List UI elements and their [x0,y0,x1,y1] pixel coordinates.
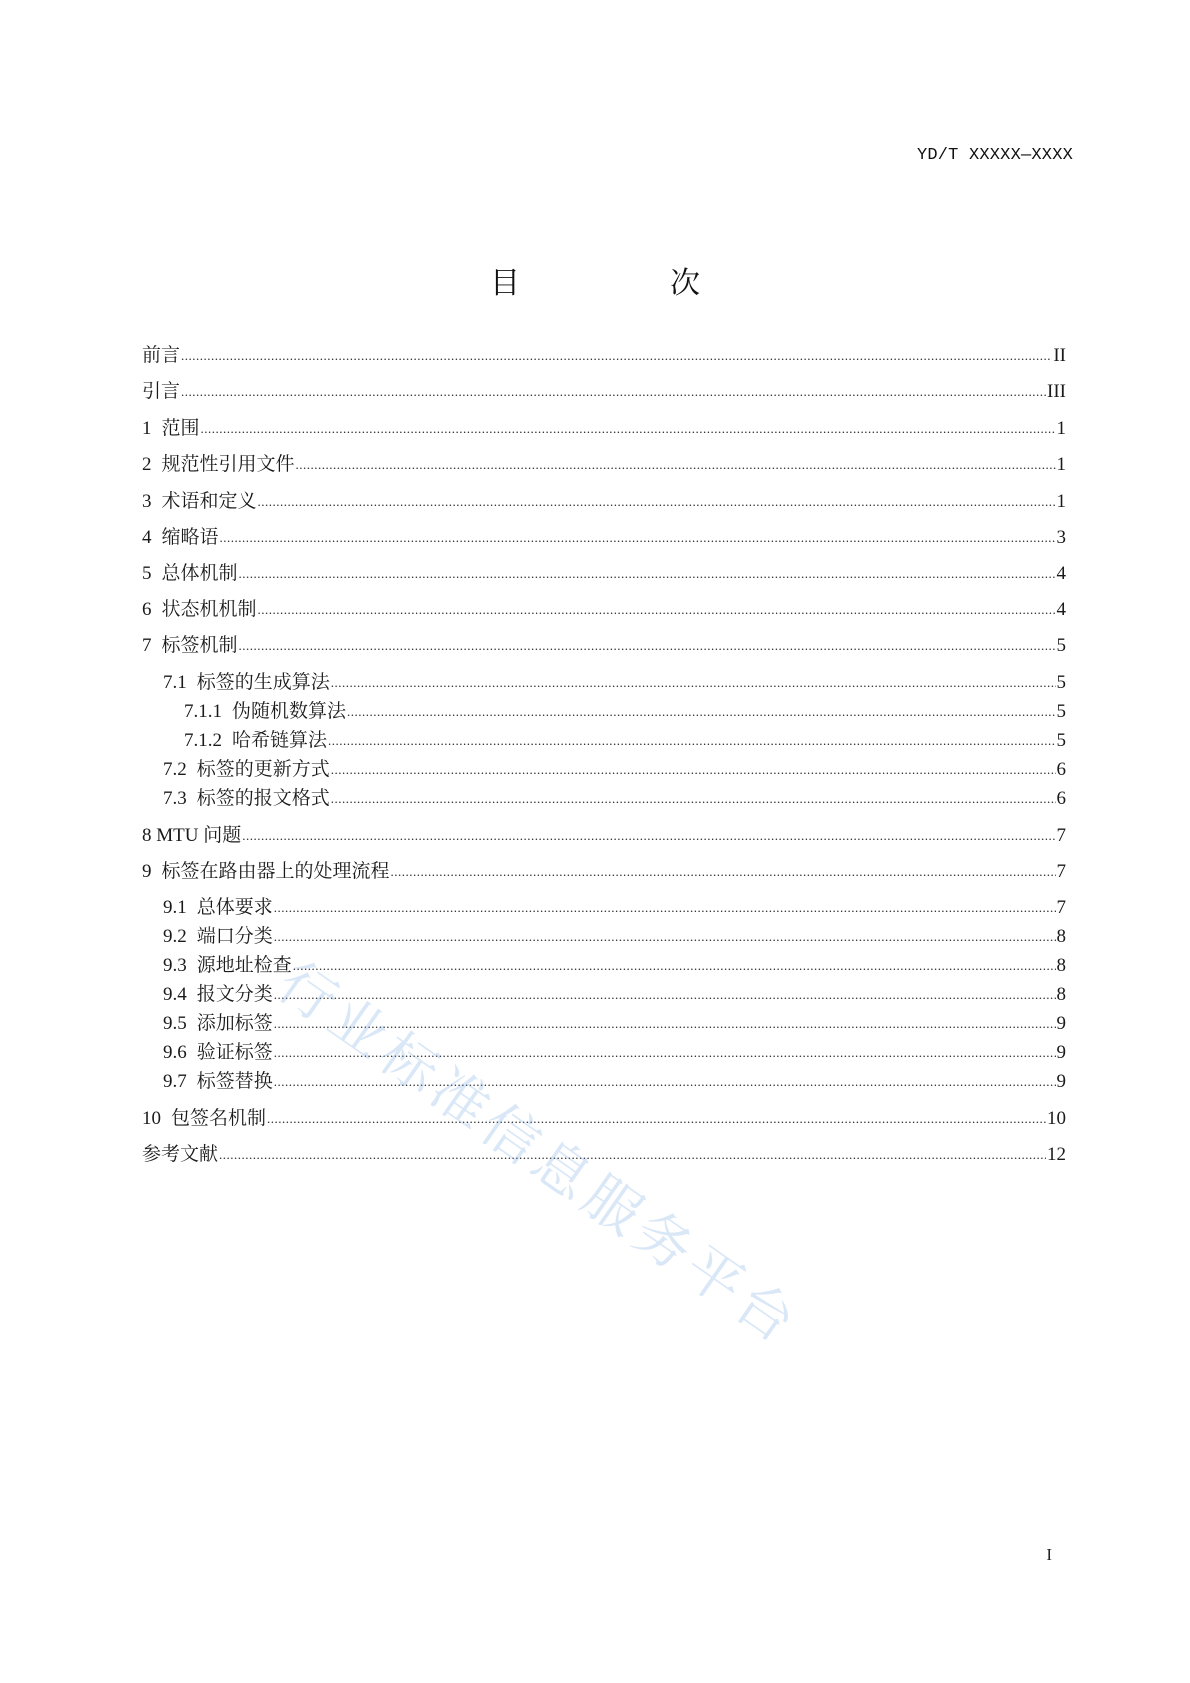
toc-leader [328,729,1055,753]
toc-entry-page: 9 [1056,1042,1066,1063]
toc-entry[interactable] [163,1012,1066,1036]
toc-entry-title: 标签在路由器上的处理流程 [161,861,390,882]
toc-entry[interactable] [142,380,1066,404]
toc-entry-page: 7 [1056,861,1066,882]
toc-entry[interactable] [142,598,1066,622]
toc-entry-title: 总体要求 [196,897,273,918]
toc-entry-number: 9.1 [163,897,187,918]
toc-entry-title: 术语和定义 [161,491,257,512]
toc-entry-number: 9 [142,861,152,882]
toc-leader [274,896,1056,920]
toc-leader [274,925,1056,949]
toc-entry-title: 参考文献 [142,1144,219,1165]
toc-entry-page: 4 [1056,563,1066,584]
document-code: YD/T XXXXX—XXXX [916,146,1073,165]
toc-entry[interactable] [142,562,1066,586]
toc-leader [201,417,1056,441]
toc-entry-number: 7.1.1 [184,701,222,722]
toc-entry[interactable] [163,954,1066,978]
toc-entry-page: 5 [1056,635,1066,656]
toc-entry-title: 伪随机数算法 [232,701,347,722]
toc-entry-title: 标签的报文格式 [196,788,330,809]
toc-leader [219,1143,1046,1167]
toc-entry-title: 包签名机制 [171,1108,267,1129]
watermark: 行业标准信息服务平台 [265,949,811,1359]
toc-leader [220,526,1056,550]
toc-entry[interactable] [184,729,1066,753]
toc-entry-title: 源地址检查 [196,955,292,976]
toc-entry-page: 8 [1056,984,1066,1005]
toc-leader [347,700,1055,724]
toc-entry-page: 8 [1056,955,1066,976]
toc-entry-page: 9 [1056,1013,1066,1034]
toc-entry-page: II [1053,345,1066,366]
toc-entry[interactable] [142,490,1066,514]
toc-entry-page: 4 [1056,599,1066,620]
toc-entry[interactable] [142,634,1066,658]
toc-entry-title: 缩略语 [161,527,219,548]
toc-entry-title: 标签机制 [161,635,238,656]
toc-entry-number: 5 [142,563,152,584]
toc-entry-page: 1 [1056,491,1066,512]
toc-entry[interactable] [163,787,1066,811]
toc-entry-title: 报文分类 [196,984,273,1005]
toc-entry-number: 7 [142,635,152,656]
toc-entry-title: 标签的更新方式 [196,759,330,780]
toc-entry-page: 1 [1056,454,1066,475]
toc-entry-page: 6 [1056,759,1066,780]
toc-leader [274,1012,1056,1036]
toc-title: 目 次 [490,266,760,301]
toc-entry[interactable] [142,344,1066,368]
toc-entry-number: 9.5 [163,1013,187,1034]
toc-entry[interactable] [163,983,1066,1007]
toc-entry-page: 10 [1047,1108,1066,1129]
toc-entry-title: 范围 [161,418,200,439]
toc-leader [296,453,1056,477]
toc-entry-number: 7.2 [163,759,187,780]
toc-entry[interactable] [142,1107,1066,1131]
toc-entry-title: 哈希链算法 [232,730,328,751]
toc-entry-page: 7 [1056,897,1066,918]
toc-entry-title: 前言 [142,345,181,366]
toc-entry[interactable] [163,925,1066,949]
toc-entry[interactable] [163,671,1066,695]
toc-entry-title: 添加标签 [196,1013,273,1034]
toc-entry-number: 7.1.2 [184,730,222,751]
toc-entry[interactable] [163,758,1066,782]
toc-entry[interactable] [142,1143,1066,1167]
toc-entry-number: 3 [142,491,152,512]
toc-entry-number: 6 [142,599,152,620]
toc-entry-number: 9.6 [163,1042,187,1063]
toc-leader [274,983,1056,1007]
toc-entry[interactable] [184,700,1066,724]
toc-leader [274,1041,1056,1065]
toc-entry[interactable] [142,417,1066,441]
toc-entry-title: 总体机制 [161,563,238,584]
toc-entry-title: 引言 [142,381,181,402]
toc-leader [274,1070,1056,1094]
toc-entry-title: 8 MTU 问题 [142,825,242,846]
toc-entry-page: 1 [1056,418,1066,439]
toc-entry[interactable] [142,453,1066,477]
toc-entry-number: 4 [142,527,152,548]
toc-leader [258,490,1056,514]
toc-entry-number: 10 [142,1108,161,1129]
toc-leader [239,562,1056,586]
toc-entry-number: 9.4 [163,984,187,1005]
toc-entry[interactable] [142,824,1066,848]
toc-entry-number: 1 [142,418,152,439]
toc-entry[interactable] [142,526,1066,550]
toc-entry-page: III [1047,381,1066,402]
toc-entry-page: 5 [1056,672,1066,693]
toc-leader [391,860,1056,884]
toc-entry-page: 9 [1056,1071,1066,1092]
toc-entry-number: 7.3 [163,788,187,809]
toc-leader [331,787,1056,811]
toc-entry-page: 12 [1047,1144,1066,1165]
toc-leader [181,380,1046,404]
toc-entry-number: 7.1 [163,672,187,693]
toc-entry-title: 标签替换 [196,1071,273,1092]
toc-leader [331,671,1056,695]
toc-entry-title: 状态机机制 [161,599,257,620]
toc-entry[interactable] [163,1070,1066,1094]
toc-entry-page: 5 [1056,730,1066,751]
toc-entry-page: 7 [1056,825,1066,846]
toc-entry-page: 6 [1056,788,1066,809]
toc-entry-number: 2 [142,454,152,475]
toc-entry-number: 9.2 [163,926,187,947]
toc-entry-page: 5 [1056,701,1066,722]
toc-leader [267,1107,1046,1131]
toc-entry-title: 标签的生成算法 [196,672,330,693]
toc-entry-page: 8 [1056,926,1066,947]
toc-entry-number: 9.7 [163,1071,187,1092]
page-number: I [1046,1545,1052,1564]
toc-leader [181,344,1052,368]
toc-leader [331,758,1056,782]
toc-entry-title: 验证标签 [196,1042,273,1063]
toc-entry-number: 9.3 [163,955,187,976]
toc-entry[interactable] [163,896,1066,920]
toc-entry[interactable] [142,860,1066,884]
toc-entry-title: 规范性引用文件 [161,454,295,475]
toc-entry-page: 3 [1056,527,1066,548]
toc-entry-title: 端口分类 [196,926,273,947]
toc-leader [239,634,1056,658]
toc-leader [293,954,1056,978]
toc-leader [242,824,1055,848]
toc-leader [258,598,1056,622]
toc-entry[interactable] [163,1041,1066,1065]
